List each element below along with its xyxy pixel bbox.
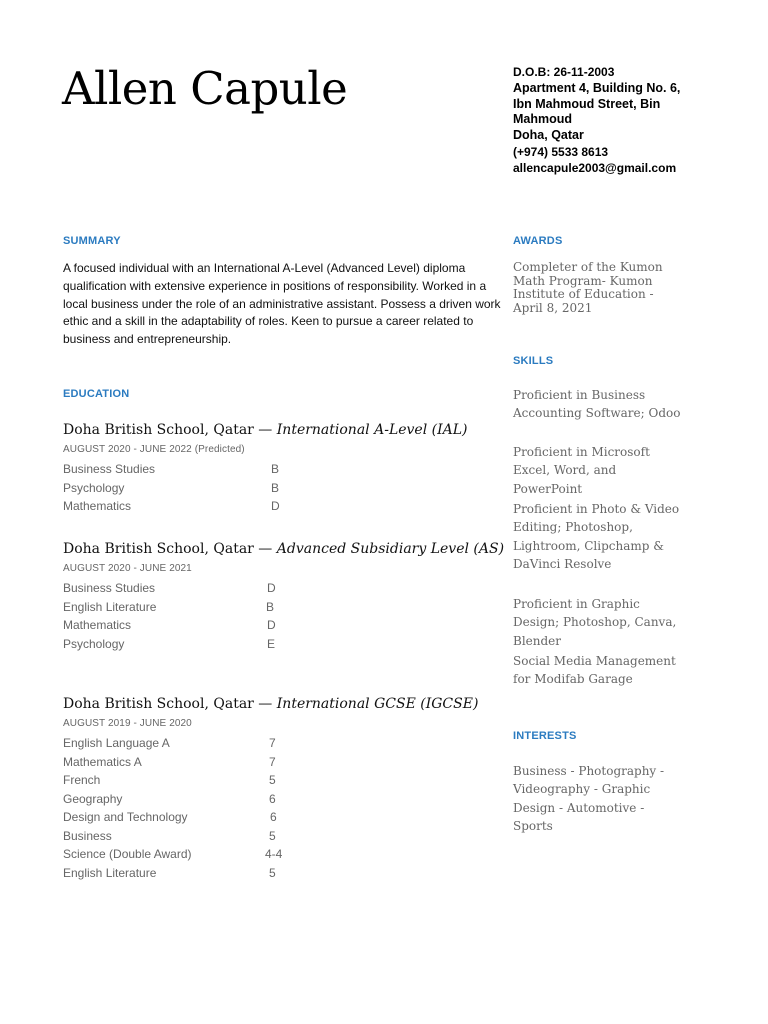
skills-heading: SKILLS [513, 355, 554, 367]
subject-grade: B [271, 462, 280, 476]
education-entry-title [63, 540, 505, 558]
education-entry-as [63, 540, 505, 653]
education-entry-title [63, 421, 493, 439]
subject-row [63, 753, 493, 772]
subject-row [63, 771, 493, 790]
subject-name: Mathematics A [63, 754, 142, 769]
email-address[interactable]: allencapule2003@gmail.com [513, 161, 677, 175]
subject-row [63, 845, 493, 864]
summary-text: A focused individual with an International A-Level (Advanced Level) diploma qualification with extensive experience in positions of responsibility. Worked in a local business under the role of an administrative assistant. Possess a driven work ethic and a skill in the adaptability of roles. Keen to pursue a career related to business and entrepreneurship. [63, 261, 501, 347]
degree-name: Advanced Subsidiary Level (AS) [276, 541, 505, 557]
subject-grade: 6 [270, 810, 277, 824]
subject-name: Business Studies [63, 581, 156, 595]
date-of-birth: D.O.B: 26-11-2003 [513, 65, 615, 79]
summary-heading: SUMMARY [63, 235, 121, 247]
subject-row [63, 734, 493, 753]
degree-name: International GCSE (IGCSE) [276, 696, 479, 712]
subject-name: Geography [63, 791, 123, 806]
subject-name: Mathematics [63, 618, 132, 632]
subject-name: Design and Technology [63, 810, 188, 824]
subject-name: Business Studies [63, 462, 156, 476]
subject-row [63, 808, 493, 827]
subject-name: English Language A [63, 736, 170, 750]
subject-name: Science (Double Award) [63, 847, 192, 861]
school-location: Qatar — [208, 422, 277, 438]
contact-block [513, 64, 743, 176]
subject-grade: D [271, 499, 280, 513]
degree-name: International A-Level (IAL) [276, 422, 468, 438]
skill-item: Proficient in Microsoft Excel, Word, and PowerPoint [513, 445, 650, 496]
subject-name: French [63, 773, 101, 787]
skill-item: Proficient in Business Accounting Software; Odoo [513, 388, 681, 421]
skill-item: Social Media Management for Modifab Garage [513, 654, 676, 687]
subject-grade: D [267, 618, 276, 632]
subject-row [63, 460, 493, 479]
subject-row [63, 616, 493, 635]
education-heading: EDUCATION [63, 388, 130, 400]
subject-row [63, 479, 493, 498]
subject-grade: 7 [269, 754, 276, 769]
resume-name: Allen Capule [62, 62, 348, 115]
subject-name: Mathematics [63, 499, 132, 513]
subject-grade: 7 [269, 736, 276, 750]
subject-row [63, 827, 493, 846]
subject-grade: 4-4 [265, 847, 283, 861]
subject-grade: 5 [269, 828, 276, 843]
phone-number[interactable]: (+974) 5533 8613 [513, 145, 609, 159]
subject-grade: E [267, 636, 276, 651]
subject-grade: B [266, 599, 275, 614]
address: Apartment 4, Building No. 6, Ibn Mahmoud Street, Bin Mahmoud Doha, Qatar [513, 81, 681, 142]
education-entry-ial [63, 421, 493, 516]
subject-grade: 6 [269, 791, 276, 806]
subject-row [63, 790, 493, 809]
education-dates: AUGUST 2020 - JUNE 2021 [63, 563, 192, 574]
subject-grade: D [267, 581, 276, 595]
subject-row [63, 497, 493, 516]
school-name: Doha British School, [63, 696, 209, 712]
subject-row [63, 635, 493, 654]
subject-row [63, 579, 493, 598]
school-name: Doha British School, [63, 422, 209, 438]
subject-name: English Literature [63, 599, 157, 614]
subject-name: Business [63, 828, 112, 843]
skill-item: Proficient in Photo & Video Editing; Photoshop, Lightroom, Clipchamp & DaVinci Resolve [513, 502, 680, 571]
school-location: Qatar — [208, 541, 277, 557]
education-dates: AUGUST 2020 - JUNE 2022 (Predicted) [63, 444, 245, 455]
interests-text: Business - Photography - Videography - Graphic Design - Automotive - Sports [513, 764, 665, 833]
school-location: Qatar — [208, 696, 277, 712]
subject-grade: B [271, 480, 280, 495]
subject-name: English Literature [63, 865, 157, 880]
subject-grade: 5 [269, 773, 276, 787]
subject-name: Psychology [63, 636, 125, 651]
subject-row [63, 598, 493, 617]
skill-item: Proficient in Graphic Design; Photoshop, Canva, Blender [513, 597, 677, 648]
subject-row [63, 864, 493, 883]
education-entry-igcse [63, 695, 493, 882]
subject-grade: 5 [269, 865, 276, 880]
award-item: Completer of the Kumon Math Program- Kumon Institute of Education - April 8, 2021 [513, 260, 663, 315]
school-name: Doha British School, [63, 541, 209, 557]
subject-name: Psychology [63, 480, 125, 495]
awards-heading: AWARDS [513, 235, 563, 247]
interests-heading: INTERESTS [513, 730, 577, 742]
education-entry-title [63, 695, 493, 713]
education-dates: AUGUST 2019 - JUNE 2020 [63, 718, 192, 729]
